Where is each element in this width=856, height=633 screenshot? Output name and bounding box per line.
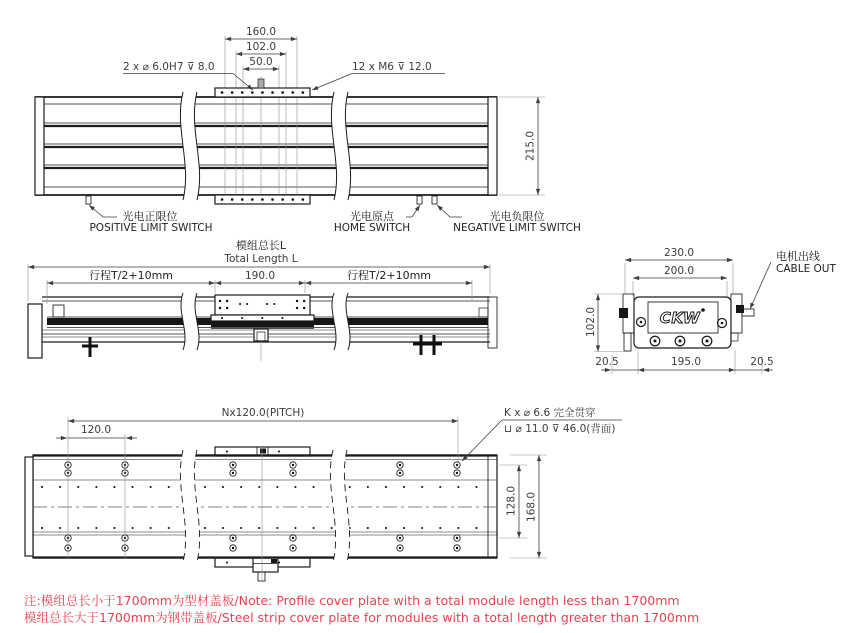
side-view — [28, 238, 497, 361]
total-length-label-cn: 模组总长L — [235, 239, 287, 252]
dim-215: 215.0 — [524, 130, 537, 162]
negative-limit-switch-mark — [432, 196, 437, 204]
positive-limit-label-en: POSITIVE LIMIT SWITCH — [89, 222, 213, 234]
total-length-label-en: Total Length L — [224, 253, 298, 265]
dim-20-5-right: 20.5 — [750, 356, 774, 368]
logo-dot — [701, 308, 705, 312]
travel-right-dim: 行程T/2+10mm — [346, 269, 432, 282]
dim-200: 200.0 — [663, 265, 695, 277]
negative-limit-label-en: NEGATIVE LIMIT SWITCH — [453, 222, 581, 234]
note-line-2: 模组总长大于1700mm为钢带盖板/Steel strip cover plate for modules with a total length greater than 1700mm — [24, 610, 700, 625]
left-end-cap-bottom — [25, 457, 33, 556]
dim-20-5-left: 20.5 — [595, 356, 619, 368]
dowel-hole-callout: 2 x ⌀ 6.0H7 ⊽ 8.0 — [123, 61, 215, 73]
right-flange — [731, 294, 742, 333]
travel-left-dim: 行程T/2+10mm — [88, 269, 174, 282]
idle-end-cap — [488, 297, 497, 348]
through-hole-callout-line2: ⊔ ⌀ 11.0 ⊽ 46.0(背面) — [504, 423, 616, 435]
locating-pin — [258, 79, 264, 88]
note-line-1: 注:模组总长小于1700mm为型材盖板/Note: Profile cover plate with a total module length less than 1700mm — [24, 593, 680, 608]
bottom-view — [25, 406, 622, 581]
dim-190: 190.0 — [244, 270, 276, 282]
dim-120: 120.0 — [80, 424, 112, 436]
dim-230: 230.0 — [663, 247, 695, 259]
right-end-cap — [488, 97, 497, 195]
dim-195: 195.0 — [670, 356, 702, 368]
dim-pitch: Nx120.0(PITCH) — [221, 407, 305, 419]
cable-out-label-cn: 电机出线 — [776, 250, 820, 263]
motor-end-cap — [28, 304, 42, 358]
through-hole-callout-line1: K x ⌀ 6.6 完全贯穿 — [504, 407, 596, 419]
tapped-hole-callout: 12 x M6 ⊽ 12.0 — [352, 61, 432, 73]
home-switch-mark — [417, 196, 422, 204]
top-view — [35, 26, 581, 234]
brand-logo: CKW — [659, 309, 701, 327]
negative-limit-label-cn: 光电负限位 — [489, 210, 545, 223]
positive-limit-switch-mark — [86, 196, 91, 204]
dim-128: 128.0 — [505, 485, 518, 517]
home-switch-label-en: HOME SWITCH — [333, 222, 411, 234]
positive-limit-label-cn: 光电正限位 — [122, 210, 178, 223]
dim-168: 168.0 — [525, 491, 538, 523]
dim-102: 102.0 — [245, 41, 277, 53]
home-switch-label-cn: 光电原点 — [350, 210, 394, 223]
dim-50: 50.0 — [249, 56, 273, 68]
sensor-bracket — [413, 335, 442, 355]
dim-102-height: 102.0 — [585, 306, 597, 338]
sensor-bracket — [82, 337, 98, 357]
left-end-cap — [35, 97, 44, 195]
cable-out-label-en: CABLE OUT — [776, 263, 836, 275]
dim-160: 160.0 — [245, 26, 277, 38]
notes — [24, 593, 699, 625]
motor-end-view — [585, 247, 836, 374]
carriage — [211, 295, 314, 361]
